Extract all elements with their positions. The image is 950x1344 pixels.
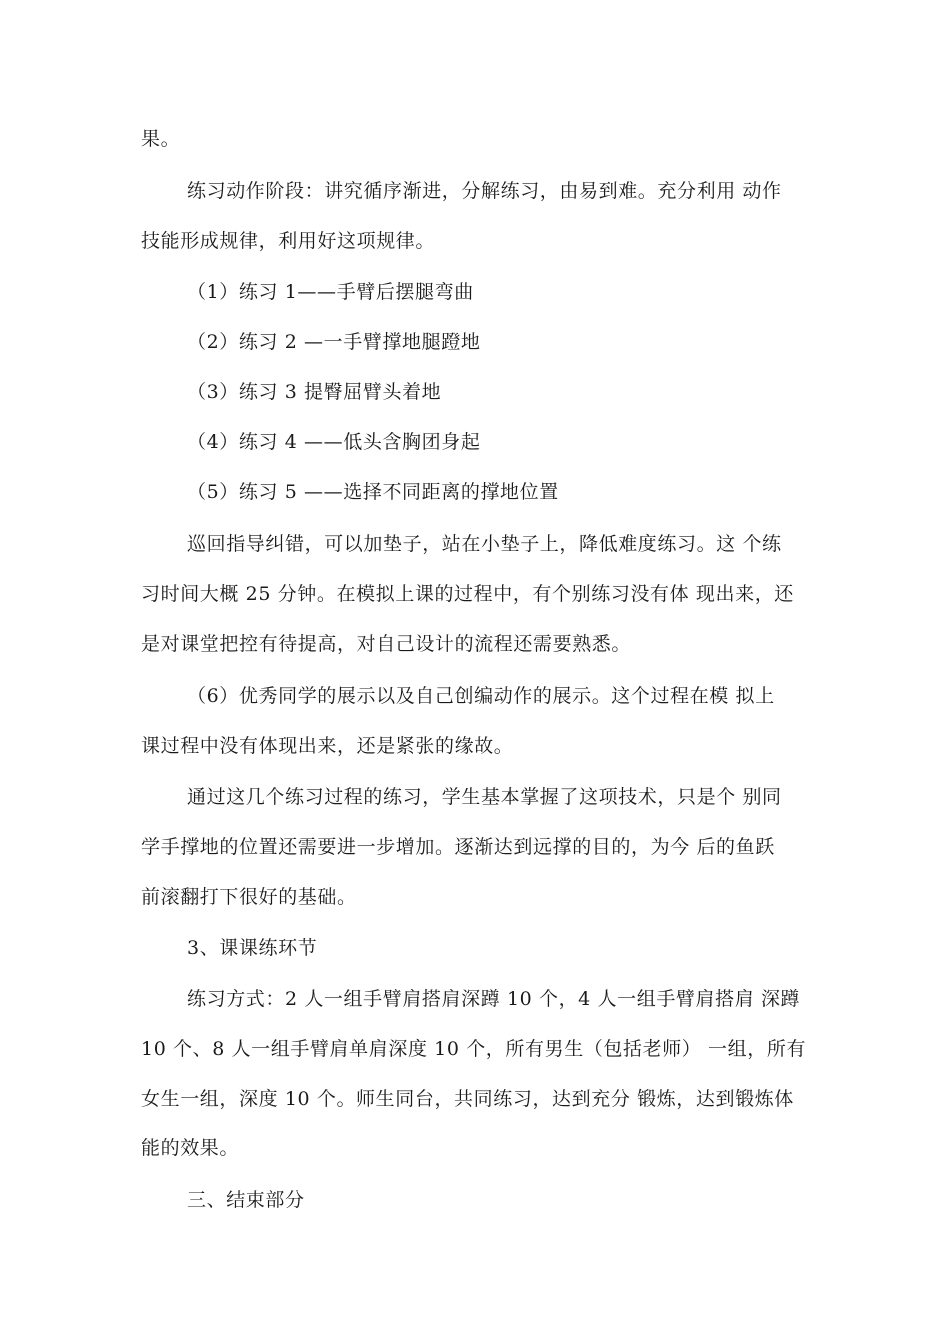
paragraph-practice-method-line-4: 能的效果。	[141, 1137, 240, 1159]
exercise-item-6-line-2: 课过程中没有体现出来，还是紧张的缘故。	[141, 735, 514, 757]
paragraph-guidance-line-3: 是对课堂把控有待提高，对自己设计的流程还需要熟悉。	[141, 633, 632, 655]
paragraph-practice-stage-line-2: 技能形成规律，利用好这项规律。	[141, 230, 436, 252]
text-line-continuation: 果。	[141, 128, 181, 150]
exercise-item-2: （2）练习 2 —一手臂撑地腿蹬地	[187, 331, 481, 353]
paragraph-summary-line-3: 前滚翻打下很好的基础。	[141, 886, 357, 908]
exercise-item-5: （5）练习 5 ——选择不同距离的撑地位置	[187, 481, 559, 503]
paragraph-guidance-line-1: 巡回指导纠错，可以加垫子，站在小垫子上，降低难度练习。这 个练	[187, 533, 782, 555]
section-heading-class-practice: 3、课课练环节	[187, 937, 318, 959]
exercise-item-1: （1）练习 1——手臂后摆腿弯曲	[187, 281, 474, 303]
paragraph-summary-line-2: 学手撑地的位置还需要进一步增加。逐渐达到远撑的目的，为今 后的鱼跃	[141, 836, 775, 858]
exercise-item-3: （3）练习 3 提臀屈臂头着地	[187, 381, 442, 403]
exercise-item-4: （4）练习 4 ——低头含胸团身起	[187, 431, 481, 453]
exercise-item-6-line-1: （6）优秀同学的展示以及自己创编动作的展示。这个过程在模 拟上	[187, 685, 775, 707]
paragraph-guidance-line-2: 习时间大概 25 分钟。在模拟上课的过程中，有个别练习没有体 现出来，还	[141, 583, 794, 605]
paragraph-practice-stage-line-1: 练习动作阶段：讲究循序渐进，分解练习，由易到难。充分利用 动作	[187, 180, 782, 202]
paragraph-practice-method-line-3: 女生一组，深度 10 个。师生同台，共同练习，达到充分 锻炼，达到锻炼体	[141, 1088, 794, 1110]
section-heading-ending: 三、结束部分	[187, 1189, 305, 1211]
paragraph-practice-method-line-1: 练习方式：2 人一组手臂肩搭肩深蹲 10 个，4 人一组手臂肩搭肩 深蹲	[187, 988, 801, 1010]
paragraph-practice-method-line-2: 10 个、8 人一组手臂肩单肩深度 10 个，所有男生（包括老师） 一组，所有	[141, 1038, 807, 1060]
paragraph-summary-line-1: 通过这几个练习过程的练习，学生基本掌握了这项技术，只是个 别同	[187, 786, 782, 808]
